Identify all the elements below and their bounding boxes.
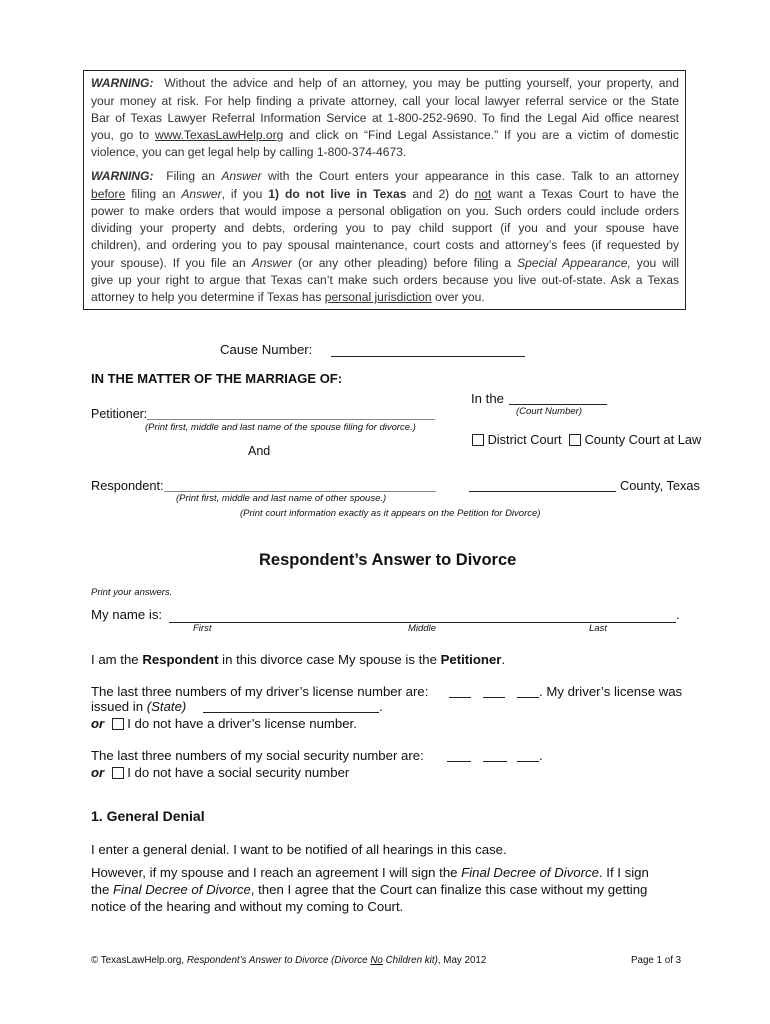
agreement-line-3: notice of the hearing and without my coming to Court.: [91, 899, 404, 914]
county-texas-label: County, Texas: [620, 478, 700, 493]
license-digit-3-field[interactable]: [517, 697, 539, 698]
matter-title: IN THE MATTER OF THE MARRIAGE OF:: [91, 371, 343, 386]
petitioner-name-field[interactable]: [147, 419, 435, 420]
warning-2-line-4: dividing your property and debts, ordering you to pay child support (if you and your spouse have: [91, 221, 679, 235]
warning-2-line-1: WARNING: Filing an Answer with the Court enters your appearance in this case. Talk to an attorney: [91, 169, 679, 183]
warning-1-line-5: violence, you can get legal help by calling 1-800-374-4673.: [91, 145, 407, 159]
last-name-hint: Last: [589, 623, 607, 634]
warning-2-line-7: give up your right to argue that Texas can’t make such orders because you live out-of-state. Ask a Texas: [91, 273, 679, 287]
no-ssn-option[interactable]: or I do not have a social security number: [91, 765, 350, 780]
warning-2-line-6: your spouse). If you file an Answer (or any other pleading) before filing a Special Appearance, you will: [91, 256, 680, 270]
respondent-hint: (Print first, middle and last name of other spouse.): [176, 493, 387, 504]
court-info-hint: (Print court information exactly as it appears on the Petition for Divorce): [240, 508, 541, 519]
respondent-statement: I am the Respondent in this divorce case My spouse is the Petitioner.: [91, 652, 506, 667]
no-ssn-checkbox[interactable]: [112, 767, 124, 779]
district-court-checkbox[interactable]: [472, 434, 484, 446]
license-state-period: .: [379, 699, 383, 714]
page-number: Page 1 of 3: [631, 955, 682, 966]
first-name-hint: First: [193, 623, 212, 634]
warning-1-line-2: your money at risk. For help finding a private attorney, call your local lawyer referral service or the State: [91, 94, 679, 108]
and-label: And: [248, 444, 271, 458]
petitioner-label: Petitioner:: [91, 407, 148, 421]
warning-2-line-5: children), and ordering you to pay spousal maintenance, court costs and attorney’s fees (if requested by: [91, 238, 679, 252]
ssn-line-1: The last three numbers of my social security number are:: [91, 748, 424, 763]
respondent-label: Respondent:: [91, 478, 164, 493]
general-denial-text: I enter a general denial. I want to be notified of all hearings in this case.: [91, 842, 507, 857]
ssn-line-1-end: .: [539, 748, 543, 763]
no-license-option[interactable]: or I do not have a driver’s license number.: [91, 716, 357, 731]
print-answers-note: Print your answers.: [91, 587, 173, 598]
warning-1-line-4: you, go to www.TexasLawHelp.org and click on “Find Legal Assistance.” If you are a victim of domestic: [91, 128, 679, 142]
petitioner-hint: (Print first, middle and last name of the spouse filing for divorce.): [145, 422, 416, 433]
license-state-field[interactable]: [203, 712, 379, 713]
section-1-heading: 1. General Denial: [91, 808, 205, 824]
warning-1-line-3: Bar of Texas Lawyer Referral Information Service at 1-800-252-9690. To find the Legal Aid office nearest: [91, 111, 679, 125]
footer-citation: © TexasLawHelp.org, Respondent’s Answer to Divorce (Divorce No Children kit), May 2012: [91, 955, 487, 966]
county-field[interactable]: [469, 491, 616, 492]
license-digit-2-field[interactable]: [483, 697, 505, 698]
cause-number-field[interactable]: [331, 356, 525, 357]
warning-2-line-3: power to make orders that would impose a personal obligation on you. Such orders could include orders: [91, 204, 679, 218]
ssn-digit-2-field[interactable]: [483, 761, 507, 762]
license-state-label: issued in (State): [91, 699, 187, 714]
court-number-field[interactable]: [509, 404, 607, 405]
ssn-digit-1-field[interactable]: [447, 761, 471, 762]
court-number-hint: (Court Number): [516, 406, 582, 417]
name-period: .: [676, 607, 680, 622]
district-court-option[interactable]: District Court: [472, 432, 562, 447]
warning-2-line-2: before filing an Answer, if you 1) do not live in Texas and 2) do not want a Texas Court to have the: [91, 187, 679, 201]
license-line-1-end: . My driver’s license was: [539, 684, 683, 699]
county-court-checkbox[interactable]: [569, 434, 581, 446]
agreement-line-1: However, if my spouse and I reach an agreement I will sign the Final Decree of Divorce. If I sign: [91, 865, 649, 880]
document-title: Respondent’s Answer to Divorce: [259, 551, 517, 569]
ssn-digit-3-field[interactable]: [517, 761, 539, 762]
texaslawhelp-link[interactable]: www.TexasLawHelp.org: [155, 128, 284, 142]
agreement-line-2: the Final Decree of Divorce, then I agree that the Court can finalize this case without my getting: [91, 882, 648, 897]
middle-name-hint: Middle: [408, 623, 436, 634]
county-court-option[interactable]: County Court at Law: [569, 432, 701, 447]
license-digit-1-field[interactable]: [449, 697, 471, 698]
warning-1-line-1: WARNING: Without the advice and help of an attorney, you may be putting yourself, your property, and: [91, 76, 679, 90]
respondent-name-field[interactable]: [164, 491, 436, 492]
cause-number-label: Cause Number:: [220, 342, 313, 357]
in-the-label: In the: [471, 391, 504, 406]
no-license-checkbox[interactable]: [112, 718, 124, 730]
license-line-1: The last three numbers of my driver’s license number are:: [91, 684, 429, 699]
warning-2-line-8: attorney to help you determine if Texas has personal jurisdiction over you.: [91, 290, 485, 304]
name-label: My name is:: [91, 607, 163, 622]
